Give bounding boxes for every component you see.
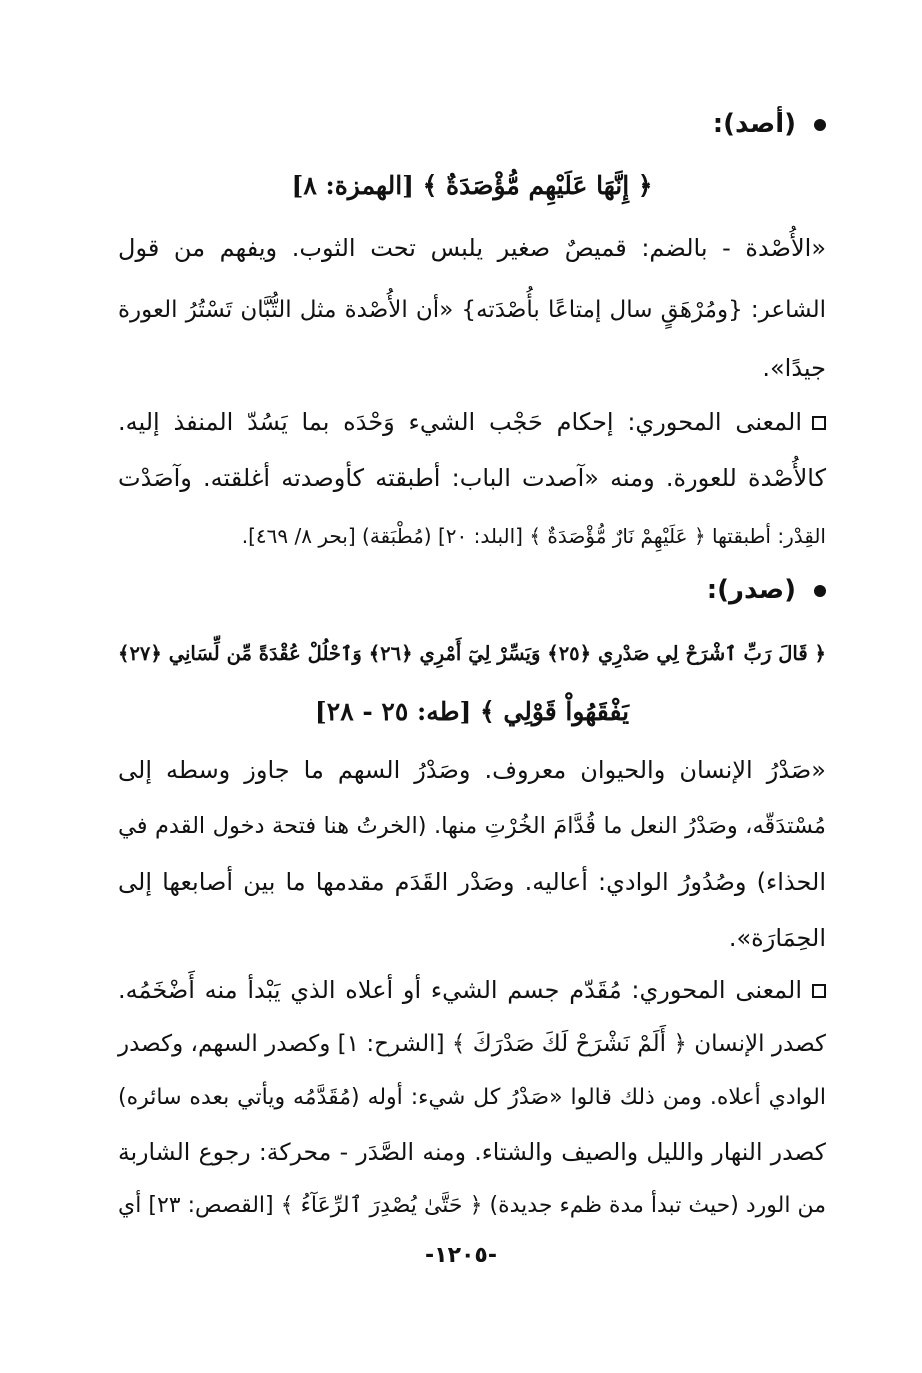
core-meaning-text: المعنى المحوري: إحكام حَجْب الشيء وَحْدَه بما يَسُدّ المنفذ إليه. — [118, 408, 802, 436]
core-meaning-text: المعنى المحوري: مُقَدّم جسم الشيء أو أعلاه الذي يَبْدأ منه أَضْخَمُه. — [118, 976, 802, 1004]
core-meaning-line: الوادي أعلاه. ومن ذلك قالوا «صَدْرُ كل شيء: أوله (مُقَدَّمُه ويأتي بعده سائره) — [118, 1085, 826, 1110]
core-meaning-line: كالأُصْدة للعورة. ومنه «آصدت الباب: أطبقته كأوصدته أغلقته. وآصَدْت — [118, 464, 826, 492]
entry-heading-text: (صدر): — [706, 575, 796, 605]
definition-line: الحذاء) وصُدُورُ الوادي: أعاليه. وصَدْر القَدَم مقدمها ما بين أصابعها إلى — [118, 868, 826, 896]
core-meaning-line: كصدر الإنسان ﴿ أَلَمْ نَشْرَحْ لَكَ صَدْرَكَ ﴾ [الشرح: ١] وكصدر السهم، وكصدر — [118, 1031, 826, 1057]
entry-heading-asd — [118, 96, 826, 152]
bullet-icon — [814, 119, 826, 131]
entry-heading-text: (أصد): — [712, 109, 796, 139]
core-meaning-line — [118, 962, 826, 1018]
definition-line: مُسْتدَقّه، وصَدْرُ النعل ما قُدَّامَ الخُرْتِ منها. (الخرتُ هنا فتحة دخول القدم في — [118, 813, 826, 839]
square-icon — [812, 416, 826, 430]
core-meaning-line: كصدر النهار والليل والصيف والشتاء. ومنه الصَّدَر - محركة: رجوع الشاربة — [118, 1138, 826, 1166]
quran-verse: ﴿ قَالَ رَبِّ ٱشْرَحْ لِي صَدْرِي ﴿٢٥﴾ وَيَسِّرْ لِيٓ أَمْرِي ﴿٢٦﴾ وَٱحْلُلْ عُقْدَةً مِّن لِّسَانِي ﴿٢٧﴾ — [118, 642, 826, 665]
definition-line: جيدًا». — [762, 354, 826, 382]
entry-heading-sdr — [118, 562, 826, 618]
definition-line: «صَدْرُ الإنسان والحيوان معروف. وصَدْرُ السهم ما جاوز وسطه إلى — [118, 756, 826, 784]
quran-verse: يَفْقَهُواْ قَوْلِي ﴾ [طه: ٢٥ - ٢٨] — [314, 697, 630, 726]
quran-verse: ﴿ إِنَّهَا عَلَيْهِم مُّؤْصَدَةٌ ﴾ [الهمزة: ٨] — [291, 171, 653, 200]
page-number: -١٢٠٥- — [425, 1243, 497, 1268]
definition-line: «الأُصْدة - بالضم: قميصٌ صغير يلبس تحت الثوب. ويفهم من قول — [118, 234, 826, 262]
page-body — [118, 96, 826, 1218]
definition-line: الشاعر: {ومُرْهَقٍ سال إمتاعًا بأُصْدَته} «أن الأُصْدة مثل التُّبَّان تَسْتُرُ العورة — [118, 297, 826, 323]
core-meaning-line — [118, 394, 826, 450]
core-meaning-line: من الورد (حيث تبدأ مدة ظمء جديدة) ﴿ حَتَّىٰ يُصْدِرَ ٱلرِّعَآءُ ﴾ [القصص: ٢٣] أي — [118, 1193, 826, 1218]
core-meaning-line: القِدْر: أطبقتها ﴿ عَلَيْهِمْ نَارٌ مُّؤْصَدَةٌ ﴾ [البلد: ٢٠] (مُطْبَقة) [بحر ٨/ ٤٦٩]. — [241, 524, 826, 548]
square-icon — [812, 984, 826, 998]
definition-line: الحِمَارَة». — [728, 924, 826, 952]
bullet-icon — [814, 585, 826, 597]
